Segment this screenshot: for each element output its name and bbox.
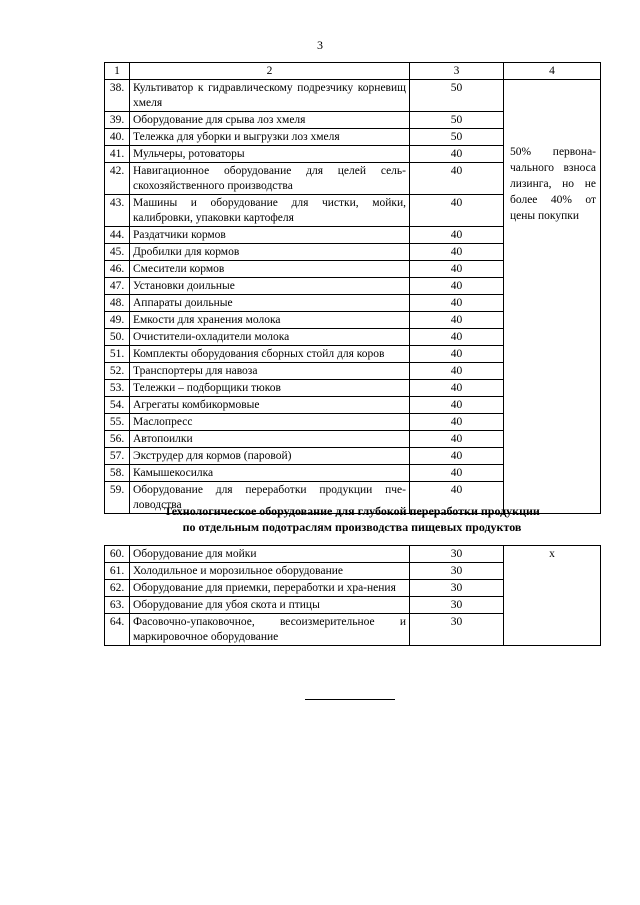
row-value: 30 — [410, 597, 504, 614]
row-number: 53. — [105, 380, 130, 397]
row-number: 40. — [105, 129, 130, 146]
row-name: Фасовочно-упаковочное, весоизмерительное и маркировочное оборудование — [130, 614, 410, 646]
row-value: 40 — [410, 414, 504, 431]
row-name: Тележки – подборщики тюков — [130, 380, 410, 397]
row-value: 50 — [410, 112, 504, 129]
row-number: 48. — [105, 295, 130, 312]
row-number: 38. — [105, 80, 130, 112]
row-name: Очистители-охладители молока — [130, 329, 410, 346]
header-col-1: 1 — [105, 63, 130, 80]
equipment-table-top — [104, 62, 601, 514]
row-name: Навигационное оборудование для целей сель-скохозяйственного производства — [130, 163, 410, 195]
row-value: 40 — [410, 346, 504, 363]
header-col-2: 2 — [130, 63, 410, 80]
row-name: Камышекосилка — [130, 465, 410, 482]
row-number: 46. — [105, 261, 130, 278]
header-col-4: 4 — [504, 63, 601, 80]
row-name: Тележка для уборки и выгрузки лоз хмеля — [130, 129, 410, 146]
row-value: 30 — [410, 563, 504, 580]
row-value: 40 — [410, 244, 504, 261]
row-value: 30 — [410, 546, 504, 563]
row-name: Аппараты доильные — [130, 295, 410, 312]
row-value: 40 — [410, 329, 504, 346]
row-number: 56. — [105, 431, 130, 448]
row-name: Культиватор к гидравлическому подрезчику корневищ хмеля — [130, 80, 410, 112]
section-heading-line-1: Технологическое оборудование для глубокой переработки продукции — [164, 504, 540, 518]
row-value: 40 — [410, 227, 504, 244]
equipment-table-bottom — [104, 545, 601, 646]
row-number: 59. — [105, 482, 130, 514]
row-number: 42. — [105, 163, 130, 195]
row-number: 58. — [105, 465, 130, 482]
row-number: 50. — [105, 329, 130, 346]
row-number: 49. — [105, 312, 130, 329]
row-value: 40 — [410, 261, 504, 278]
row-value: 40 — [410, 312, 504, 329]
row-name: Транспортеры для навоза — [130, 363, 410, 380]
row-number: 57. — [105, 448, 130, 465]
row-name: Комплекты оборудования сборных стойл для коров — [130, 346, 410, 363]
row-value: 40 — [410, 278, 504, 295]
row-name: Машины и оборудование для чистки, мойки, калибровки, упаковки картофеля — [130, 195, 410, 227]
section-heading-line-2: по отдельным подотраслям производства пищевых продуктов — [182, 520, 522, 534]
row-name: Емкости для хранения молока — [130, 312, 410, 329]
row-name: Раздатчики кормов — [130, 227, 410, 244]
row-number: 62. — [105, 580, 130, 597]
header-col-3: 3 — [410, 63, 504, 80]
row-number: 41. — [105, 146, 130, 163]
row-number: 54. — [105, 397, 130, 414]
leasing-note: 50% первона-чального взноса лизинга, но не более 40% от цены покупки — [504, 80, 601, 514]
row-value: 40 — [410, 195, 504, 227]
row-value: 40 — [410, 482, 504, 514]
row-number: 55. — [105, 414, 130, 431]
row-number: 45. — [105, 244, 130, 261]
row-name: Оборудование для переработки продукции пче-ловодства — [130, 482, 410, 514]
row-value: 40 — [410, 163, 504, 195]
row-value: 30 — [410, 614, 504, 646]
row-value: 40 — [410, 380, 504, 397]
section-heading — [104, 503, 600, 535]
row-value: 40 — [410, 465, 504, 482]
row-name: Установки доильные — [130, 278, 410, 295]
row-value: 40 — [410, 397, 504, 414]
row-number: 64. — [105, 614, 130, 646]
table-header-row — [105, 63, 601, 80]
row-name: Дробилки для кормов — [130, 244, 410, 261]
row-name: Оборудование для срыва лоз хмеля — [130, 112, 410, 129]
row-number: 63. — [105, 597, 130, 614]
row-name: Оборудование для приемки, переработки и хра-нения — [130, 580, 410, 597]
row-value: 50 — [410, 129, 504, 146]
row-name: Холодильное и морозильное оборудование — [130, 563, 410, 580]
row-number: 43. — [105, 195, 130, 227]
row-name: Маслопресс — [130, 414, 410, 431]
row-name: Агрегаты комбикормовые — [130, 397, 410, 414]
row-value: 40 — [410, 448, 504, 465]
row-value: 40 — [410, 363, 504, 380]
row-number: 39. — [105, 112, 130, 129]
row-value: 40 — [410, 146, 504, 163]
row-number: 44. — [105, 227, 130, 244]
footer-rule — [305, 699, 395, 700]
row-name: Смесители кормов — [130, 261, 410, 278]
col4-mark: x — [504, 546, 601, 646]
row-number: 61. — [105, 563, 130, 580]
row-value: 40 — [410, 431, 504, 448]
row-number: 47. — [105, 278, 130, 295]
row-name: Оборудование для мойки — [130, 546, 410, 563]
table-row — [105, 546, 601, 563]
row-number: 51. — [105, 346, 130, 363]
page-number: 3 — [317, 38, 323, 52]
table-row — [105, 80, 601, 112]
row-name: Оборудование для убоя скота и птицы — [130, 597, 410, 614]
row-number: 60. — [105, 546, 130, 563]
row-value: 30 — [410, 580, 504, 597]
row-name: Мульчеры, ротоваторы — [130, 146, 410, 163]
row-name: Экструдер для кормов (паровой) — [130, 448, 410, 465]
row-value: 40 — [410, 295, 504, 312]
row-value: 50 — [410, 80, 504, 112]
row-number: 52. — [105, 363, 130, 380]
row-name: Автопоилки — [130, 431, 410, 448]
